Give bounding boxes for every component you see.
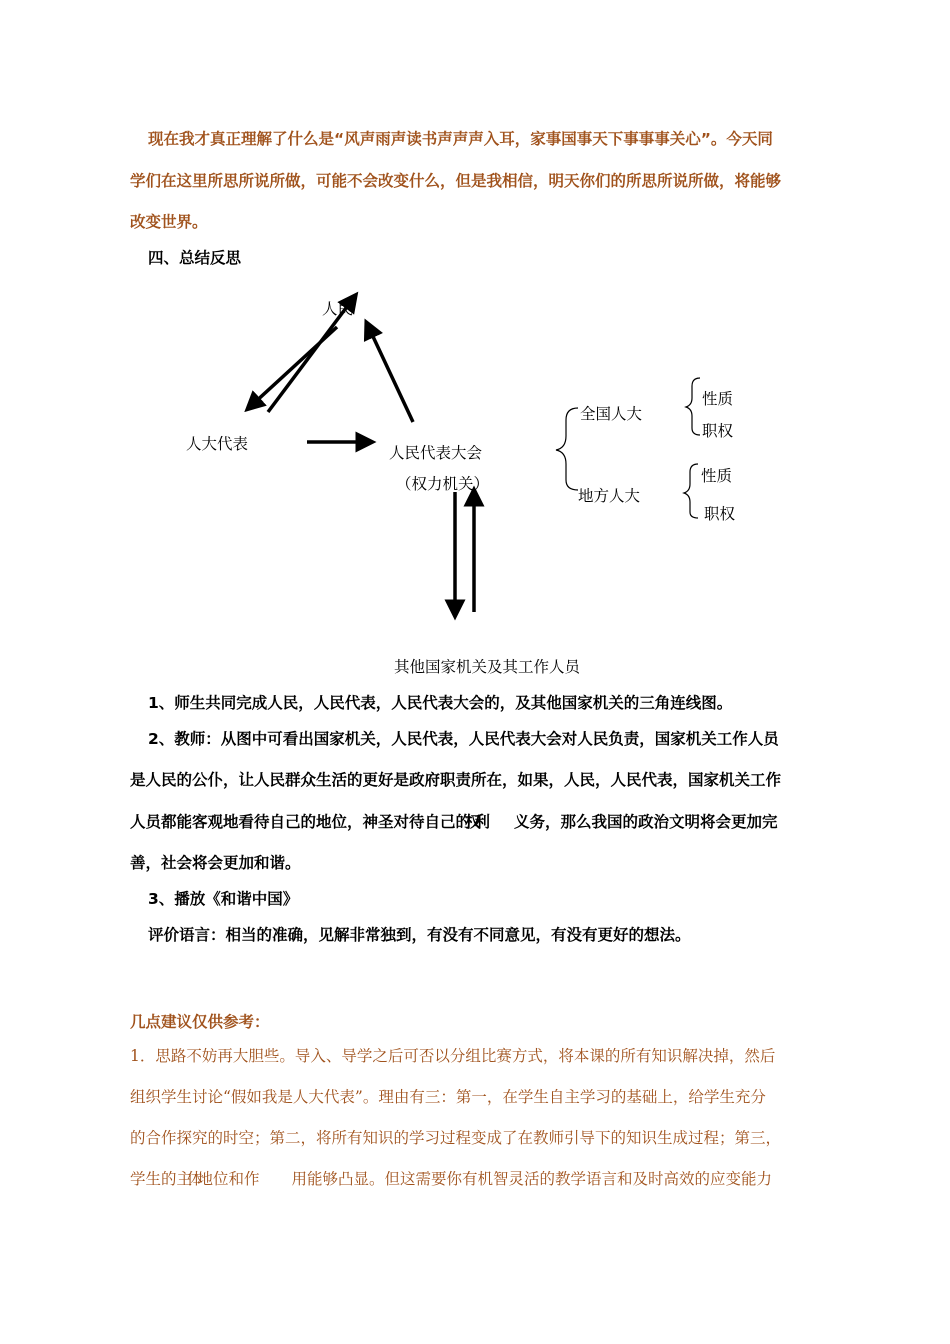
suggestion-line-2: 组织学生讨论“假如我是人大代表”。理由有三：第一，在学生自主学习的基础上，给学生充分 [130, 1088, 766, 1106]
item-3: 3、播放《和谐中国》 [148, 890, 299, 908]
item-2-line-1: 2、教师：从图中可看出国家机关，人民代表，人民代表大会对人民负责，国家机关工作人员 [148, 730, 779, 748]
intro-line-3: 改变世界。 [130, 213, 208, 231]
label-power-local: 职权 [704, 505, 736, 523]
node-deputy: 人大代表 [186, 435, 249, 453]
intro-line-2: 学们在这里所思所说所做，可能不会改变什么，但是我相信，明天你们的所思所说所做，将能够 [130, 172, 782, 190]
label-nature-local: 性质 [701, 467, 733, 485]
node-local-npc: 地方人大 [578, 487, 641, 505]
item-2-rights-word: 的权利 [455, 813, 485, 831]
suggestion-line-4-part-c: 地位和作 [197, 1170, 260, 1188]
intro-line-1: 现在我才真正理解了什么是“风声雨声读书声声声入耳，家事国事天下事事事关心”。今天同 [148, 130, 773, 148]
section-title: 四、总结反思 [148, 249, 242, 267]
brace-npc [556, 408, 578, 490]
suggestion-subject-word: 主体 [176, 1170, 198, 1188]
node-national-npc: 全国人大 [580, 405, 643, 423]
node-congress: 人民代表大会 [389, 444, 483, 462]
brace-national [686, 378, 700, 435]
item-2-line-2: 是人民的公仆，让人民群众生活的更好是政府职责所在，如果，人民，人民代表，国家机关工作 [130, 771, 782, 789]
label-nature-national: 性质 [702, 390, 734, 408]
suggestion-line-3: 的合作探究的时空；第二，将所有知识的学习过程变成了在教师引导下的知识生成过程；第三， [130, 1129, 782, 1147]
item-2-line-3-part-a: 人员都能客观地看待自己的地位，神圣对待自己 [130, 813, 456, 831]
suggestions-title: 几点建议仅供参考： [130, 1013, 270, 1031]
item-2-line-4: 善，社会将会更加和谐。 [130, 854, 301, 872]
evaluation-text: 评价语言：相当的准确，见解非常独到，有没有不同意见，有没有更好的想法。 [148, 926, 691, 944]
node-people: 人民 [322, 300, 354, 318]
arrow-congress-to-people [369, 328, 413, 422]
suggestion-line-4-part-a: 学生的 [130, 1170, 177, 1188]
node-congress-note: （权力机关） [396, 475, 490, 493]
item-2-line-3-part-c: 义务，那么我国的政治文明将会更加完 [514, 813, 778, 831]
suggestion-line-1: 1．思路不妨再大胆些。导入、导学之后可否以分组比赛方式，将本课的所有知识解决掉，然后 [130, 1047, 776, 1065]
brace-local [684, 464, 698, 518]
node-other-organs: 其他国家机关及其工作人员 [394, 658, 581, 676]
item-2-line-3 [130, 810, 778, 832]
suggestion-line-4 [130, 1167, 772, 1189]
item-1: 1、师生共同完成人民，人民代表，人民代表大会的，及其他国家机关的三角连线图。 [148, 694, 733, 712]
suggestion-line-4-part-d: 用能够凸显。但这需要你有机智灵活的教学语言和及时高效的应变能力 [291, 1170, 773, 1188]
label-power-national: 职权 [702, 422, 734, 440]
